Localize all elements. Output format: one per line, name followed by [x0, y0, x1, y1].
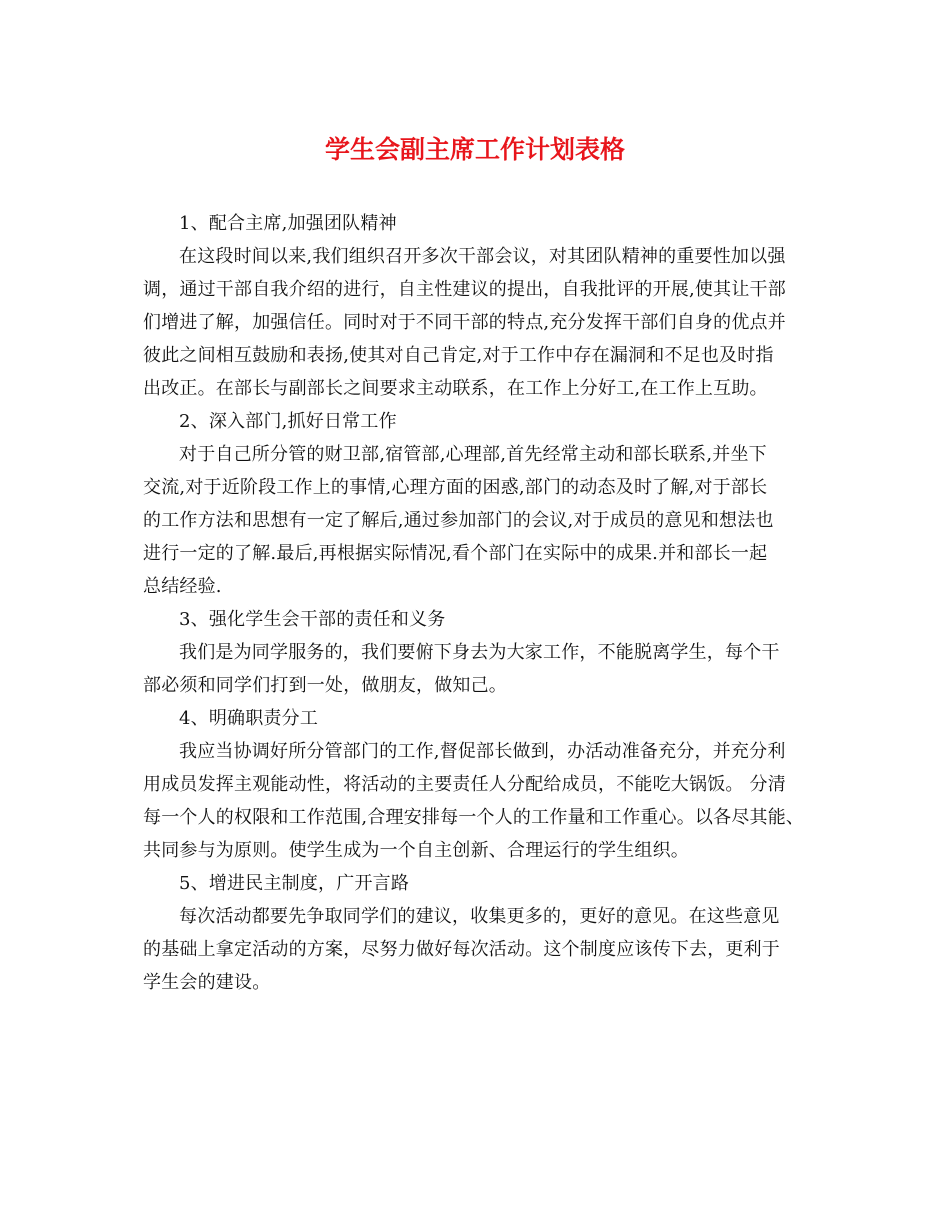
paragraph-line: 调，通过干部自我介绍的进行，自主性建议的提出，自我批评的开展,使其让干部 — [143, 279, 786, 300]
paragraph-line: 共同参与为原则。使学生成为一个自主创新、合理运行的学生组织。 — [143, 840, 689, 861]
section-heading: 4、明确职责分工 — [179, 708, 319, 729]
paragraph-line: 我应当协调好所分管部门的工作,督促部长做到，办活动准备充分，并充分利 — [179, 741, 786, 762]
section-heading: 3、强化学生会干部的责任和义务 — [179, 609, 446, 630]
paragraph-line: 出改正。在部长与副部长之间要求主动联系，在工作上分好工,在工作上互助。 — [143, 378, 768, 399]
paragraph-line: 在这段时间以来,我们组织召开多次干部会议，对其团队精神的重要性加以强 — [179, 246, 786, 267]
paragraph-line: 们增进了解，加强信任。同时对于不同干部的特点,充分发挥干部们自身的优点并 — [143, 312, 786, 333]
paragraph-line: 用成员发挥主观能动性，将活动的主要责任人分配给成员，不能吃大锅饭。 分清 — [143, 774, 786, 795]
section-heading: 2、深入部门,抓好日常工作 — [179, 411, 397, 432]
paragraph-line: 每次活动都要先争取同学们的建议，收集更多的，更好的意见。在这些意见 — [179, 906, 780, 927]
paragraph-line: 学生会的建设。 — [143, 972, 271, 993]
section-heading: 1、配合主席,加强团队精神 — [179, 213, 397, 234]
paragraph-line: 对于自己所分管的财卫部,宿管部,心理部,首先经常主动和部长联系,并坐下 — [179, 444, 767, 465]
paragraph-line: 进行一定的了解.最后,再根据实际情况,看个部门在实际中的成果.并和部长一起 — [143, 543, 768, 564]
paragraph-line: 彼此之间相互鼓励和表扬,使其对自己肯定,对于工作中存在漏洞和不足也及时指 — [143, 345, 774, 366]
paragraph-line: 每一个人的权限和工作范围,合理安排每一个人的工作量和工作重心。以各尽其能、 — [143, 807, 805, 828]
document-body — [143, 207, 818, 999]
paragraph-line: 交流,对于近阶段工作上的事情,心理方面的困惑,部门的动态及时了解,对于部长 — [143, 477, 768, 498]
paragraph-line: 的工作方法和思想有一定了解后,通过参加部门的会议,对于成员的意见和想法也 — [143, 510, 774, 531]
paragraph-line: 总结经验. — [143, 576, 222, 597]
document-title: 学生会副主席工作计划表格 — [324, 135, 625, 164]
paragraph-line: 部必须和同学们打到一处，做朋友，做知己。 — [143, 675, 507, 696]
paragraph-line: 我们是为同学服务的，我们要俯下身去为大家工作，不能脱离学生，每个干 — [179, 642, 780, 663]
paragraph-line: 的基础上拿定活动的方案，尽努力做好每次活动。这个制度应该传下去，更利于 — [143, 939, 780, 960]
section-heading: 5、增进民主制度，广开言路 — [179, 873, 410, 894]
